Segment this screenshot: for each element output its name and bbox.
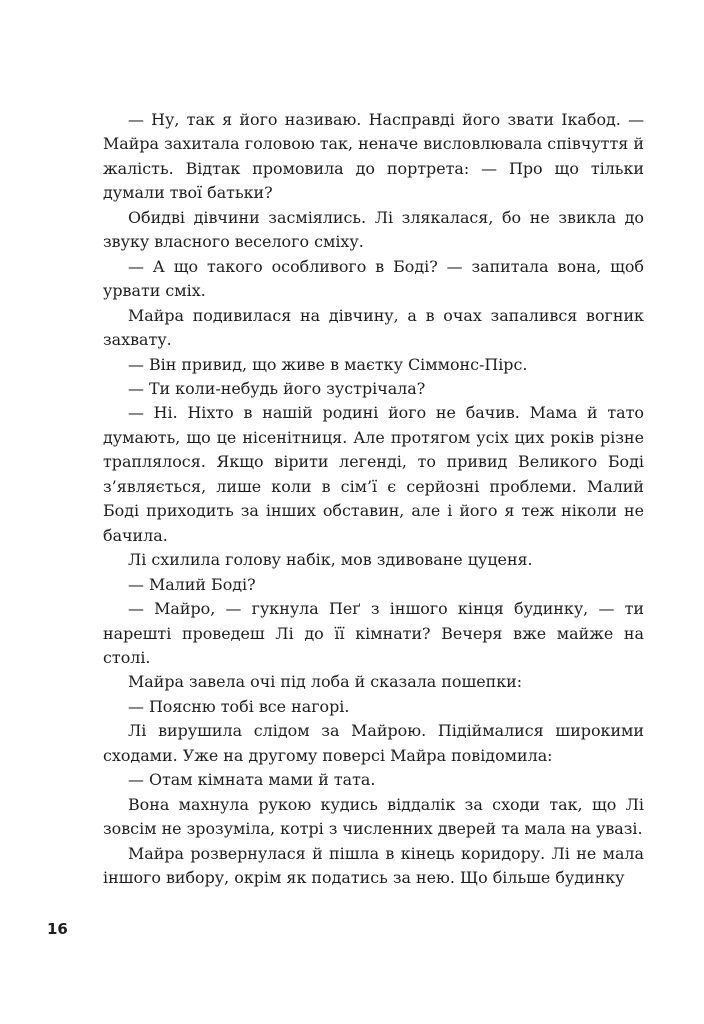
paragraph: Майра завела очі під лоба й сказала пошепки: bbox=[128, 672, 523, 692]
paragraph: Обидві дівчини засміялись. Лі злякалася, бо не звикла до звуку власного веселого сміху. bbox=[103, 207, 644, 252]
paragraph: Вона махнула рукою кудись віддалік за сходи так, що Лі зовсім не зрозуміла, котрі з численних дверей та мала на увазі. bbox=[103, 794, 644, 839]
paragraph: Лі схилила голову набік, мов здивоване цуценя. bbox=[128, 550, 533, 570]
paragraph: — Ну, так я його називаю. Насправді його звати Ікабод. — Майра захитала головою так, неначе висловлювала співчуття й жалість. Відтак промовила до портрета: — Про що тільки думали твої батьки? bbox=[103, 110, 644, 203]
page-number: 16 bbox=[47, 920, 68, 938]
paragraph: — А що такого особливого в Боді? — запитала вона, щоб урвати сміх. bbox=[103, 256, 644, 301]
paragraph: — Поясню тобі все нагорі. bbox=[128, 696, 350, 716]
paragraph: — Майро, — гукнула Пеґ з іншого кінця будинку, — ти нарешті проведеш Лі до її кімнати? Вечеря вже майже на столі. bbox=[103, 599, 644, 667]
paragraph: — Отам кімната мами й тата. bbox=[128, 770, 376, 790]
paragraph: — Ні. Ніхто в нашій родині його не бачив. Мама й тато думають, що це нісенітниця. Але протягом усіх цих років різне траплялося. Якщо вірити легенді, то привид Великого Боді з’являється, лише коли в сім’ї є серйозні проблеми. Малий Боді приходить за інших обставин, але і його я теж ніколи не бачила. bbox=[103, 403, 644, 545]
paragraph: Лі вирушила слідом за Майрою. Підіймалися широкими сходами. Уже на другому поверсі Майра повідомила: bbox=[103, 721, 644, 765]
body-text bbox=[103, 108, 644, 891]
paragraph: Майра подивилася на дівчину, а в очах запалився вогник захвату. bbox=[103, 305, 644, 350]
paragraph: — Ти коли-небудь його зустрічала? bbox=[128, 378, 426, 398]
paragraph: — Малий Боді? bbox=[128, 574, 256, 594]
paragraph: — Він привид, що живе в маєтку Сіммонс-Пірс. bbox=[128, 354, 528, 374]
paragraph: Майра розвернулася й пішла в кінець коридору. Лі не мала іншого вибору, окрім як податись за нею. Що більше будинку bbox=[103, 843, 644, 888]
